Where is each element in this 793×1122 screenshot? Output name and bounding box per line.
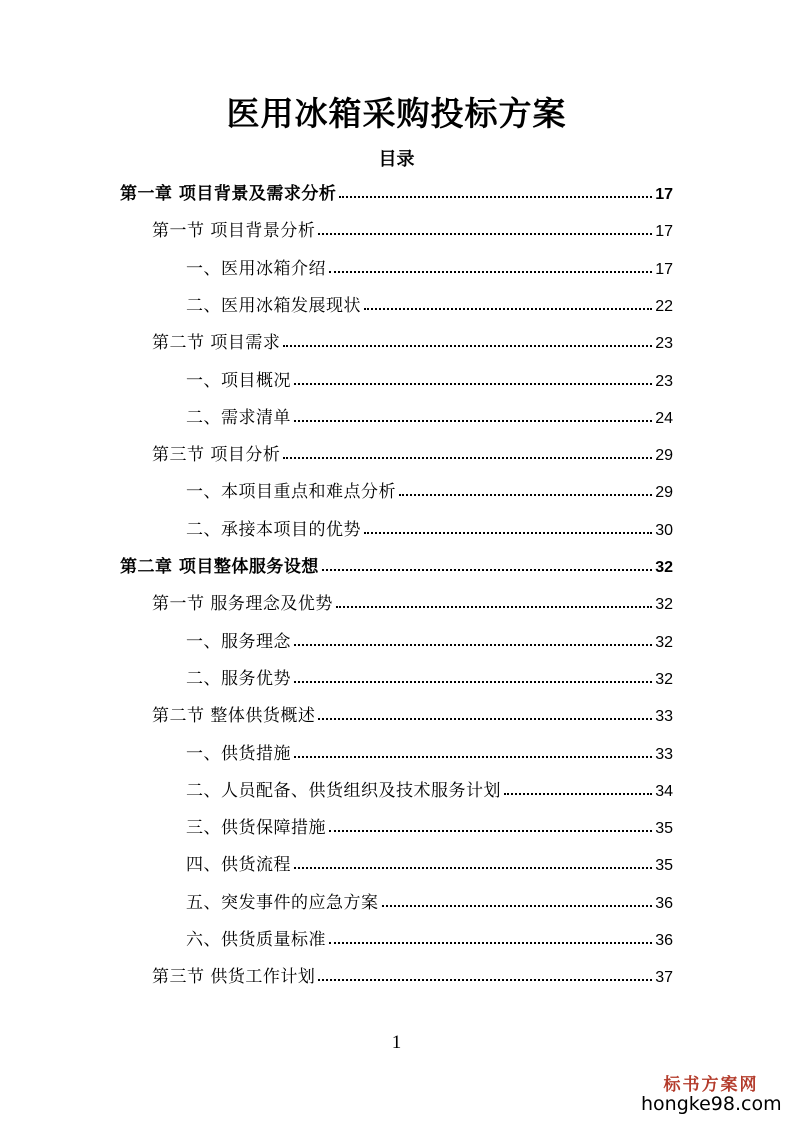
toc-entry-page: 23 <box>655 372 673 390</box>
toc-entry-page: 32 <box>655 633 673 651</box>
dot-leader <box>294 420 652 422</box>
dot-leader <box>339 196 652 198</box>
toc-entry-page: 23 <box>655 335 673 353</box>
toc-entry-page: 32 <box>655 596 673 614</box>
dot-leader <box>294 867 652 869</box>
dot-leader <box>294 681 652 683</box>
toc-heading: 目录 <box>378 149 415 170</box>
toc-entry-label: 四、供货流程 <box>186 855 291 876</box>
toc-entry-page: 33 <box>655 708 673 726</box>
watermark-name: 标书方案网 <box>663 1075 759 1095</box>
toc-entry[interactable] <box>186 845 673 875</box>
toc-entry-label: 一、医用冰箱介绍 <box>186 258 326 279</box>
toc-entry[interactable] <box>186 472 673 502</box>
toc-entry-label: 第三节 供货工作计划 <box>152 967 316 988</box>
toc-entry-page: 36 <box>655 932 673 949</box>
dot-leader <box>336 606 652 608</box>
toc-entry-label: 第三节 项目分析 <box>152 445 281 466</box>
dot-leader <box>283 345 652 347</box>
toc-entry-label: 一、项目概况 <box>186 370 291 391</box>
dot-leader <box>294 644 652 646</box>
toc-entry-page: 30 <box>655 521 673 539</box>
toc-entry[interactable] <box>186 249 673 279</box>
toc-entry-label: 第二章 项目整体服务设想 <box>120 557 319 577</box>
dot-leader <box>329 830 652 832</box>
dot-leader <box>329 271 652 273</box>
toc-entry[interactable] <box>152 584 673 614</box>
dot-leader <box>294 383 652 385</box>
toc-entry-page: 36 <box>655 894 673 912</box>
toc-entry-page: 35 <box>655 857 673 875</box>
toc-entry[interactable] <box>120 174 673 204</box>
dot-leader <box>318 233 652 235</box>
toc-entry-label: 五、突发事件的应急方案 <box>186 892 379 913</box>
toc-entry-label: 第二节 整体供货概述 <box>152 706 316 727</box>
dot-leader <box>322 569 652 571</box>
dot-leader <box>504 793 652 795</box>
toc-entry[interactable] <box>186 361 673 391</box>
toc-entry-label: 二、医用冰箱发展现状 <box>186 295 361 316</box>
toc-entry-page: 32 <box>655 670 673 688</box>
toc-entry[interactable] <box>120 547 673 577</box>
toc-entry-page: 17 <box>655 223 673 241</box>
toc-entry-label: 二、需求清单 <box>186 407 291 428</box>
toc-entry-page: 17 <box>655 260 673 278</box>
toc-entry-label: 一、服务理念 <box>186 631 291 652</box>
toc-entry-page: 29 <box>655 447 673 465</box>
toc-entry-page: 33 <box>655 745 673 763</box>
toc-entry[interactable] <box>186 398 673 428</box>
toc-entry[interactable] <box>152 323 673 353</box>
document-title: 医用冰箱采购投标方案 <box>226 94 567 133</box>
watermark-logo <box>641 1070 781 1115</box>
toc-entry-label: 第一节 服务理念及优势 <box>152 594 333 615</box>
dot-leader <box>318 979 652 981</box>
dot-leader <box>318 718 652 720</box>
toc-entry[interactable] <box>186 510 673 540</box>
toc-entry-label: 六、供货质量标准 <box>186 930 326 950</box>
toc-entry[interactable] <box>186 734 673 764</box>
toc-entry-page: 29 <box>655 484 673 502</box>
dot-leader <box>294 756 652 758</box>
toc-entry-page: 34 <box>655 782 673 800</box>
toc-entry[interactable] <box>186 622 673 652</box>
toc-entry-label: 一、本项目重点和难点分析 <box>186 482 396 503</box>
toc-entry-label: 第一节 项目背景分析 <box>152 221 316 242</box>
toc-entry[interactable] <box>186 659 673 689</box>
toc-entry-label: 第二节 项目需求 <box>152 333 281 354</box>
toc-entry-label: 一、供货措施 <box>186 743 291 764</box>
dot-leader <box>364 532 652 534</box>
toc-entry-page: 32 <box>655 559 673 576</box>
toc-entry-page: 22 <box>655 297 673 315</box>
toc-entry[interactable] <box>186 808 673 838</box>
dot-leader <box>382 905 653 907</box>
dot-leader <box>329 942 652 944</box>
toc-entry[interactable] <box>152 435 673 465</box>
toc-entry-page: 37 <box>655 969 673 987</box>
dot-leader <box>283 457 652 459</box>
toc-entry-label: 第一章 项目背景及需求分析 <box>120 184 337 204</box>
dot-leader <box>364 308 652 310</box>
toc-entry-page: 35 <box>655 820 673 838</box>
toc-entry[interactable] <box>152 696 673 726</box>
toc-entry[interactable] <box>152 957 673 987</box>
toc-entry-label: 二、服务优势 <box>186 668 291 689</box>
toc-entry[interactable] <box>186 920 673 950</box>
toc-entry-page: 17 <box>655 186 673 203</box>
toc-entry-label: 二、人员配备、供货组织及技术服务计划 <box>186 780 501 801</box>
page-number: 1 <box>391 1032 402 1053</box>
toc-entry[interactable] <box>186 883 673 913</box>
toc-entry[interactable] <box>152 211 673 241</box>
toc-entry[interactable] <box>186 771 673 801</box>
toc-entry-page: 24 <box>655 409 673 427</box>
toc-entry[interactable] <box>186 286 673 316</box>
toc-entry-label: 三、供货保障措施 <box>186 818 326 839</box>
dot-leader <box>399 494 652 496</box>
toc-entry-label: 二、承接本项目的优势 <box>186 519 361 540</box>
watermark-url: hongke98.com <box>641 1093 782 1115</box>
